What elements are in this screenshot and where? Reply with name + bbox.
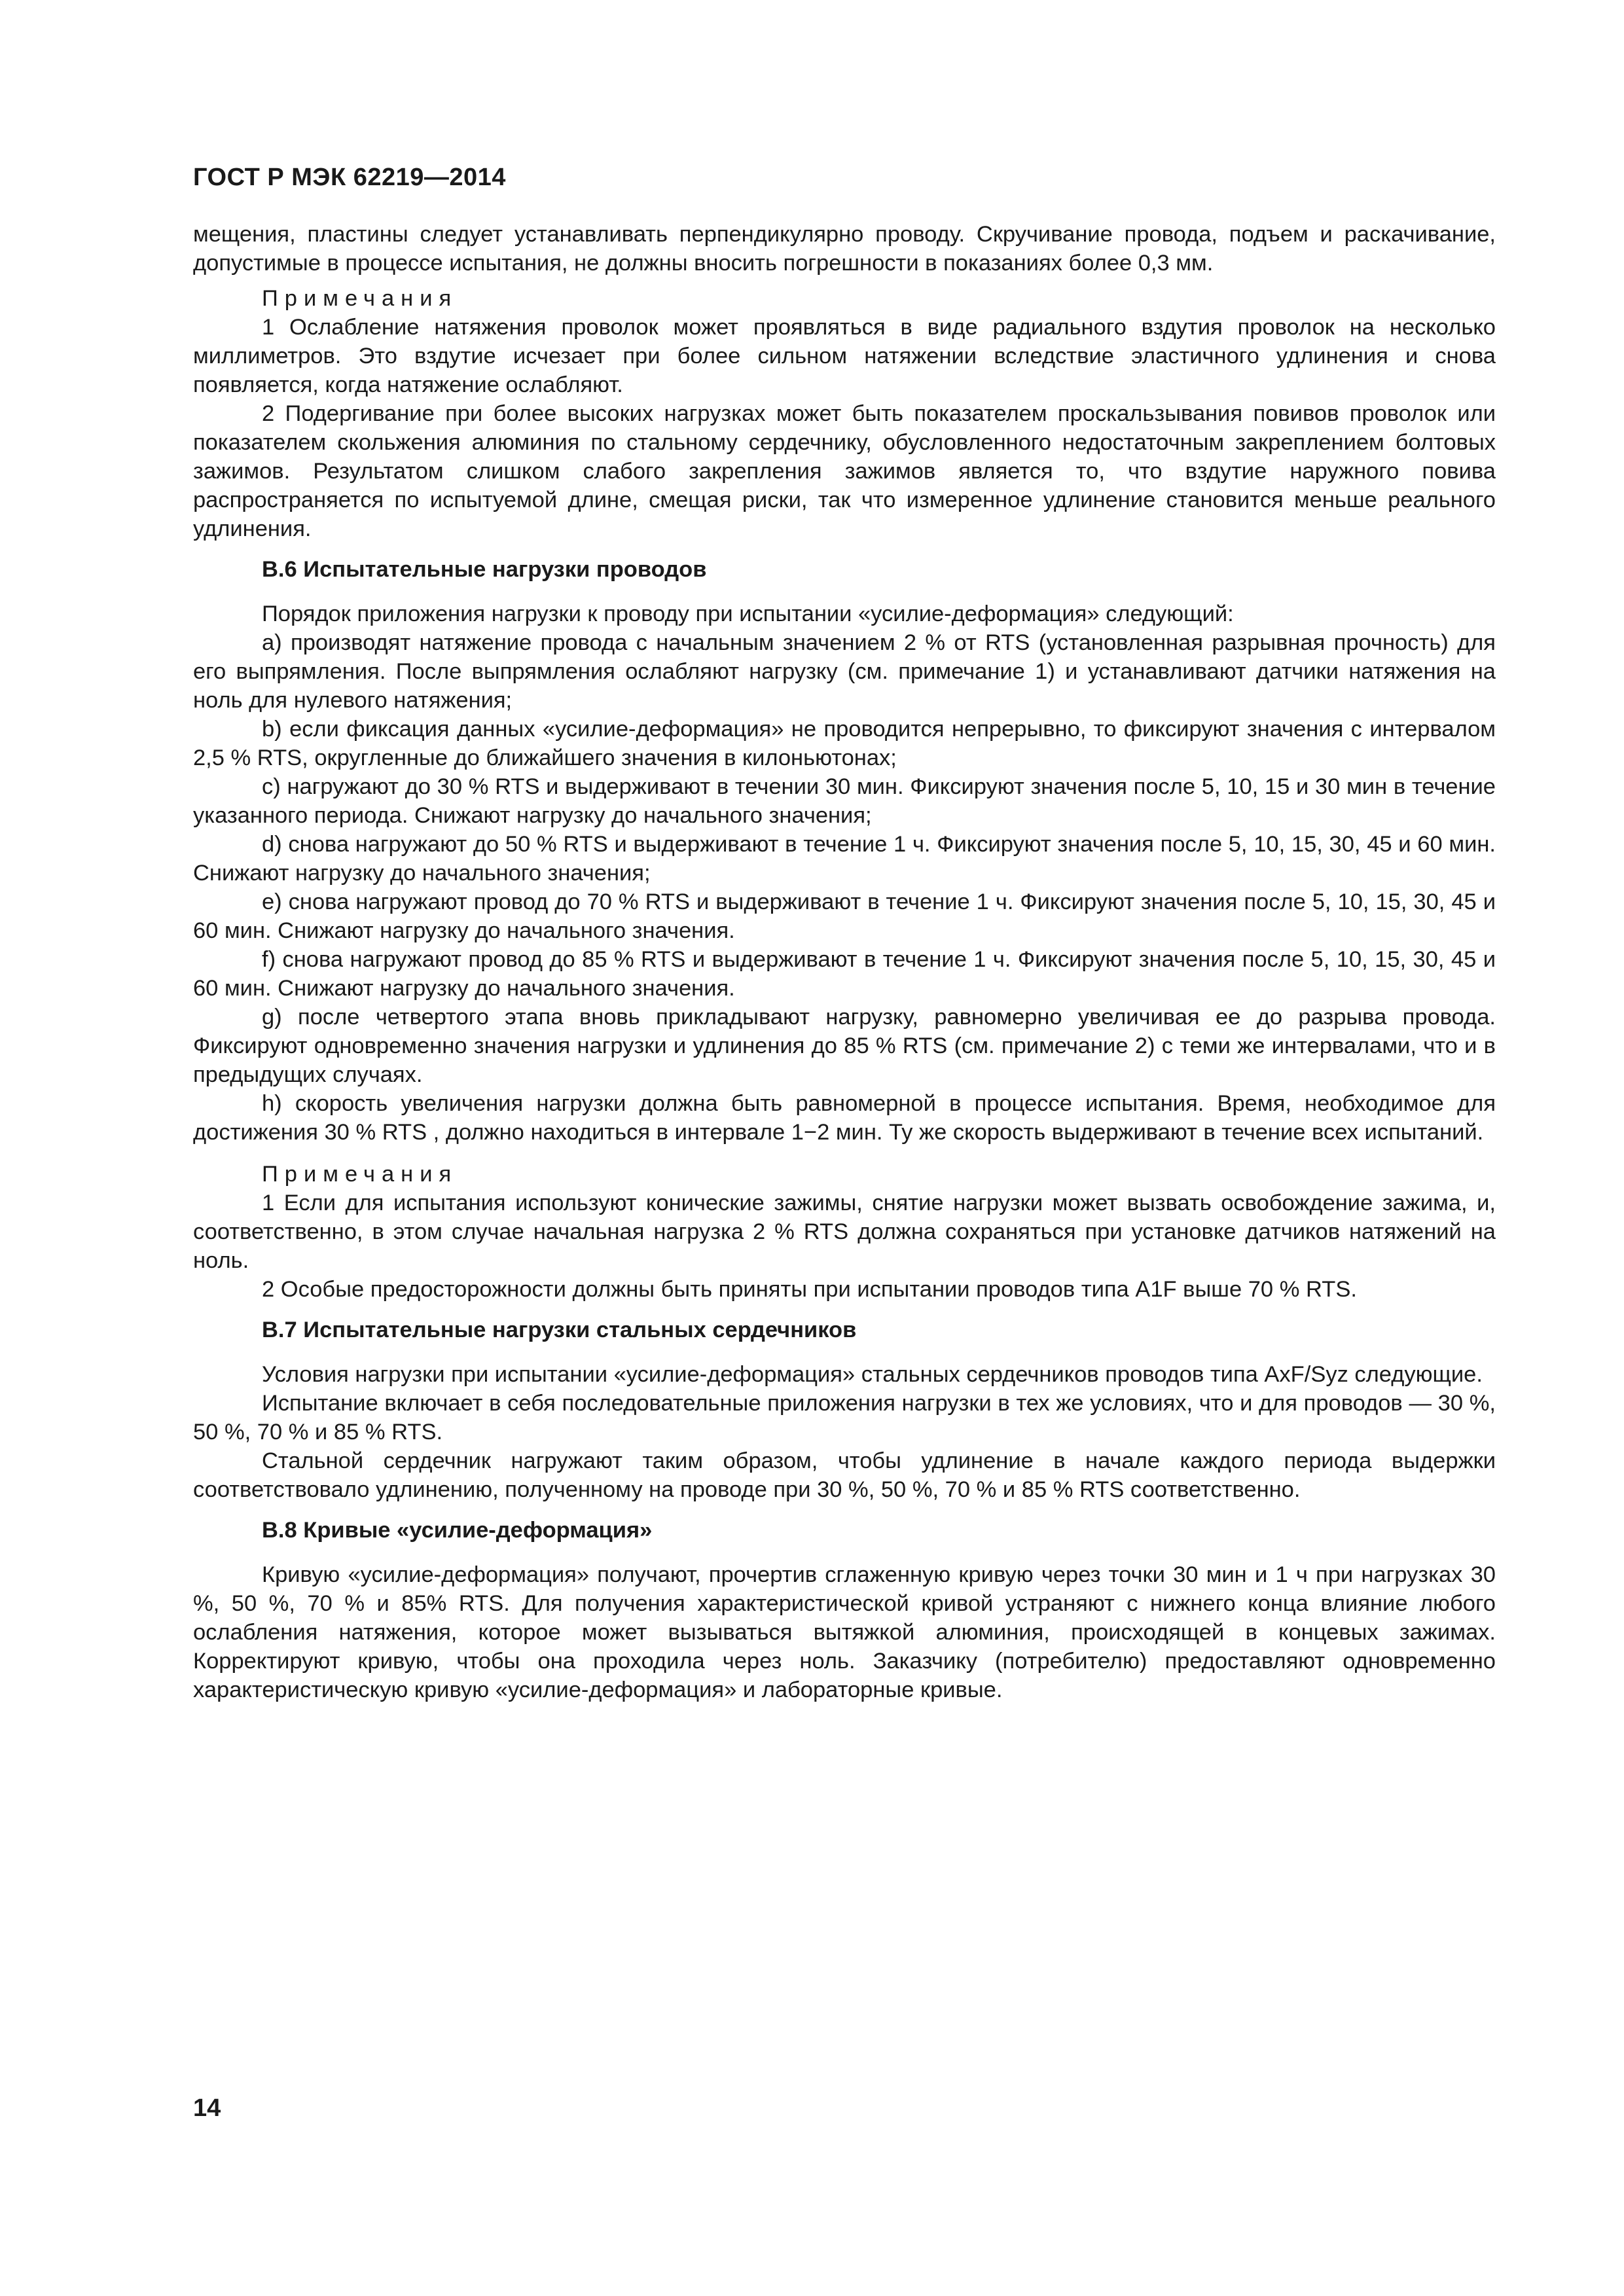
note-item: 2 Особые предосторожности должны быть приняты при испытании проводов типа A1F выше 70 % RTS. — [262, 1277, 1357, 1302]
note-item: 1 Если для испытания используют конические зажимы, снятие нагрузки может вызвать освобождение зажима, и, соответственно, в этом случае начальная нагрузка 2 % RTS должна сохраняться при установке датчиков натяжений на ноль. — [193, 1191, 1496, 1273]
note-item: 1 Ослабление натяжения проволок может проявляться в виде радиального вздутия проволок на несколько миллиметров. Это вздутие исчезает при более сильном натяжении вследствие эластичного удлинения и снова появляется, когда натяжение ослабляют. — [193, 315, 1496, 397]
document-body — [193, 220, 1496, 1704]
list-item: g) после четвертого этапа вновь прикладывают нагрузку, равномерно увеличивая ее до разрыва провода. Фиксируют одновременно значения нагрузки и удлинения до 85 % RTS (см. примечание 2) с теми же интервалами, что и в предыдущих случаях. — [193, 1005, 1496, 1087]
section-title-b6: B.6 Испытательные нагрузки проводов — [262, 557, 707, 582]
list-item: h) скорость увеличения нагрузки должна быть равномерной в процессе испытания. Время, необходимое для достижения 30 % RTS , должно находиться в интервале 1−2 мин. Ту же скорость выдерживают в течение всех испытаний. — [193, 1091, 1496, 1145]
page-number: 14 — [193, 2094, 221, 2122]
list-item: c) нагружают до 30 % RTS и выдерживают в течении 30 мин. Фиксируют значения после 5, 10, 15 и 30 мин в течение указанного периода. Снижают нагрузку до начального значения; — [193, 774, 1496, 828]
notes-heading: Примечания — [262, 1162, 458, 1187]
section-paragraph: Стальной сердечник нагружают таким образом, чтобы удлинение в начале каждого периода выдержки соответствовало удлинению, полученному на проводе при 30 %, 50 %, 70 % и 85 % RTS соответственно. — [193, 1448, 1496, 1502]
intro-paragraph: мещения, пластины следует устанавливать перпендикулярно проводу. Скручивание провода, подъем и раскачивание, допустимые в процессе испытания, не должны вносить погрешности в показаниях более 0,3 мм. — [193, 222, 1496, 276]
section-paragraph: Порядок приложения нагрузки к проводу при испытании «усилие-деформация» следующий: — [262, 601, 1234, 626]
section-title-b8: B.8 Кривые «усилие-деформация» — [262, 1518, 653, 1543]
list-item: f) снова нагружают провод до 85 % RTS и выдерживают в течение 1 ч. Фиксируют значения после 5, 10, 15, 30, 45 и 60 мин. Снижают нагрузку до начального значения. — [193, 947, 1496, 1001]
list-item: b) если фиксация данных «усилие-деформация» не проводится непрерывно, то фиксируют значения с интервалом 2,5 % RTS, округленные до ближайшего значения в килоньютонах; — [193, 717, 1496, 770]
note-item: 2 Подергивание при более высоких нагрузках может быть показателем проскальзывания повивов проволок или показателем скольжения алюминия по стальному сердечнику, обусловленного недостаточным закреплением болтовых зажимов. Результатом слишком слабого закрепления зажимов является то, что вздутие наружного повива распространяется по испытуемой длине, смещая риски, так что измеренное удлинение становится меньше реального удлинения. — [193, 401, 1496, 541]
section-paragraph: Кривую «усилие-деформация» получают, прочертив сглаженную кривую через точки 30 мин и 1 ч при нагрузках 30 %, 50 %, 70 % и 85% RTS. Для получения характеристической кривой устраняют с нижнего конца влияние любого ослабления натяжения, которое может вызываться вытяжкой алюминия, происходящей в концевых зажимах. Корректируют кривую, чтобы она проходила через ноль. Заказчику (потребителю) предоставляют одновременно характеристическую кривую «усилие-деформация» и лабораторные кривые. — [193, 1562, 1496, 1702]
notes-heading: Примечания — [262, 286, 458, 311]
section-paragraph: Условия нагрузки при испытании «усилие-деформация» стальных сердечников проводов типа AxF/Syz следующие. — [262, 1362, 1483, 1387]
section-title-b7: B.7 Испытательные нагрузки стальных сердечников — [262, 1318, 857, 1342]
list-item: e) снова нагружают провод до 70 % RTS и выдерживают в течение 1 ч. Фиксируют значения после 5, 10, 15, 30, 45 и 60 мин. Снижают нагрузку до начального значения. — [193, 889, 1496, 943]
list-item: d) снова нагружают до 50 % RTS и выдерживают в течение 1 ч. Фиксируют значения после 5, 10, 15, 30, 45 и 60 мин. Снижают нагрузку до начального значения; — [193, 832, 1496, 886]
section-paragraph: Испытание включает в себя последовательные приложения нагрузки в тех же условиях, что и для проводов — 30 %, 50 %, 70 % и 85 % RTS. — [193, 1391, 1496, 1444]
list-item: a) производят натяжение провода с начальным значением 2 % от RTS (установленная разрывная прочность) для его выпрямления. После выпрямления ослабляют нагрузку (см. примечание 1) и устанавливают датчики натяжения на ноль для нулевого натяжения; — [193, 630, 1496, 713]
document-header: ГОСТ Р МЭК 62219—2014 — [193, 164, 506, 191]
